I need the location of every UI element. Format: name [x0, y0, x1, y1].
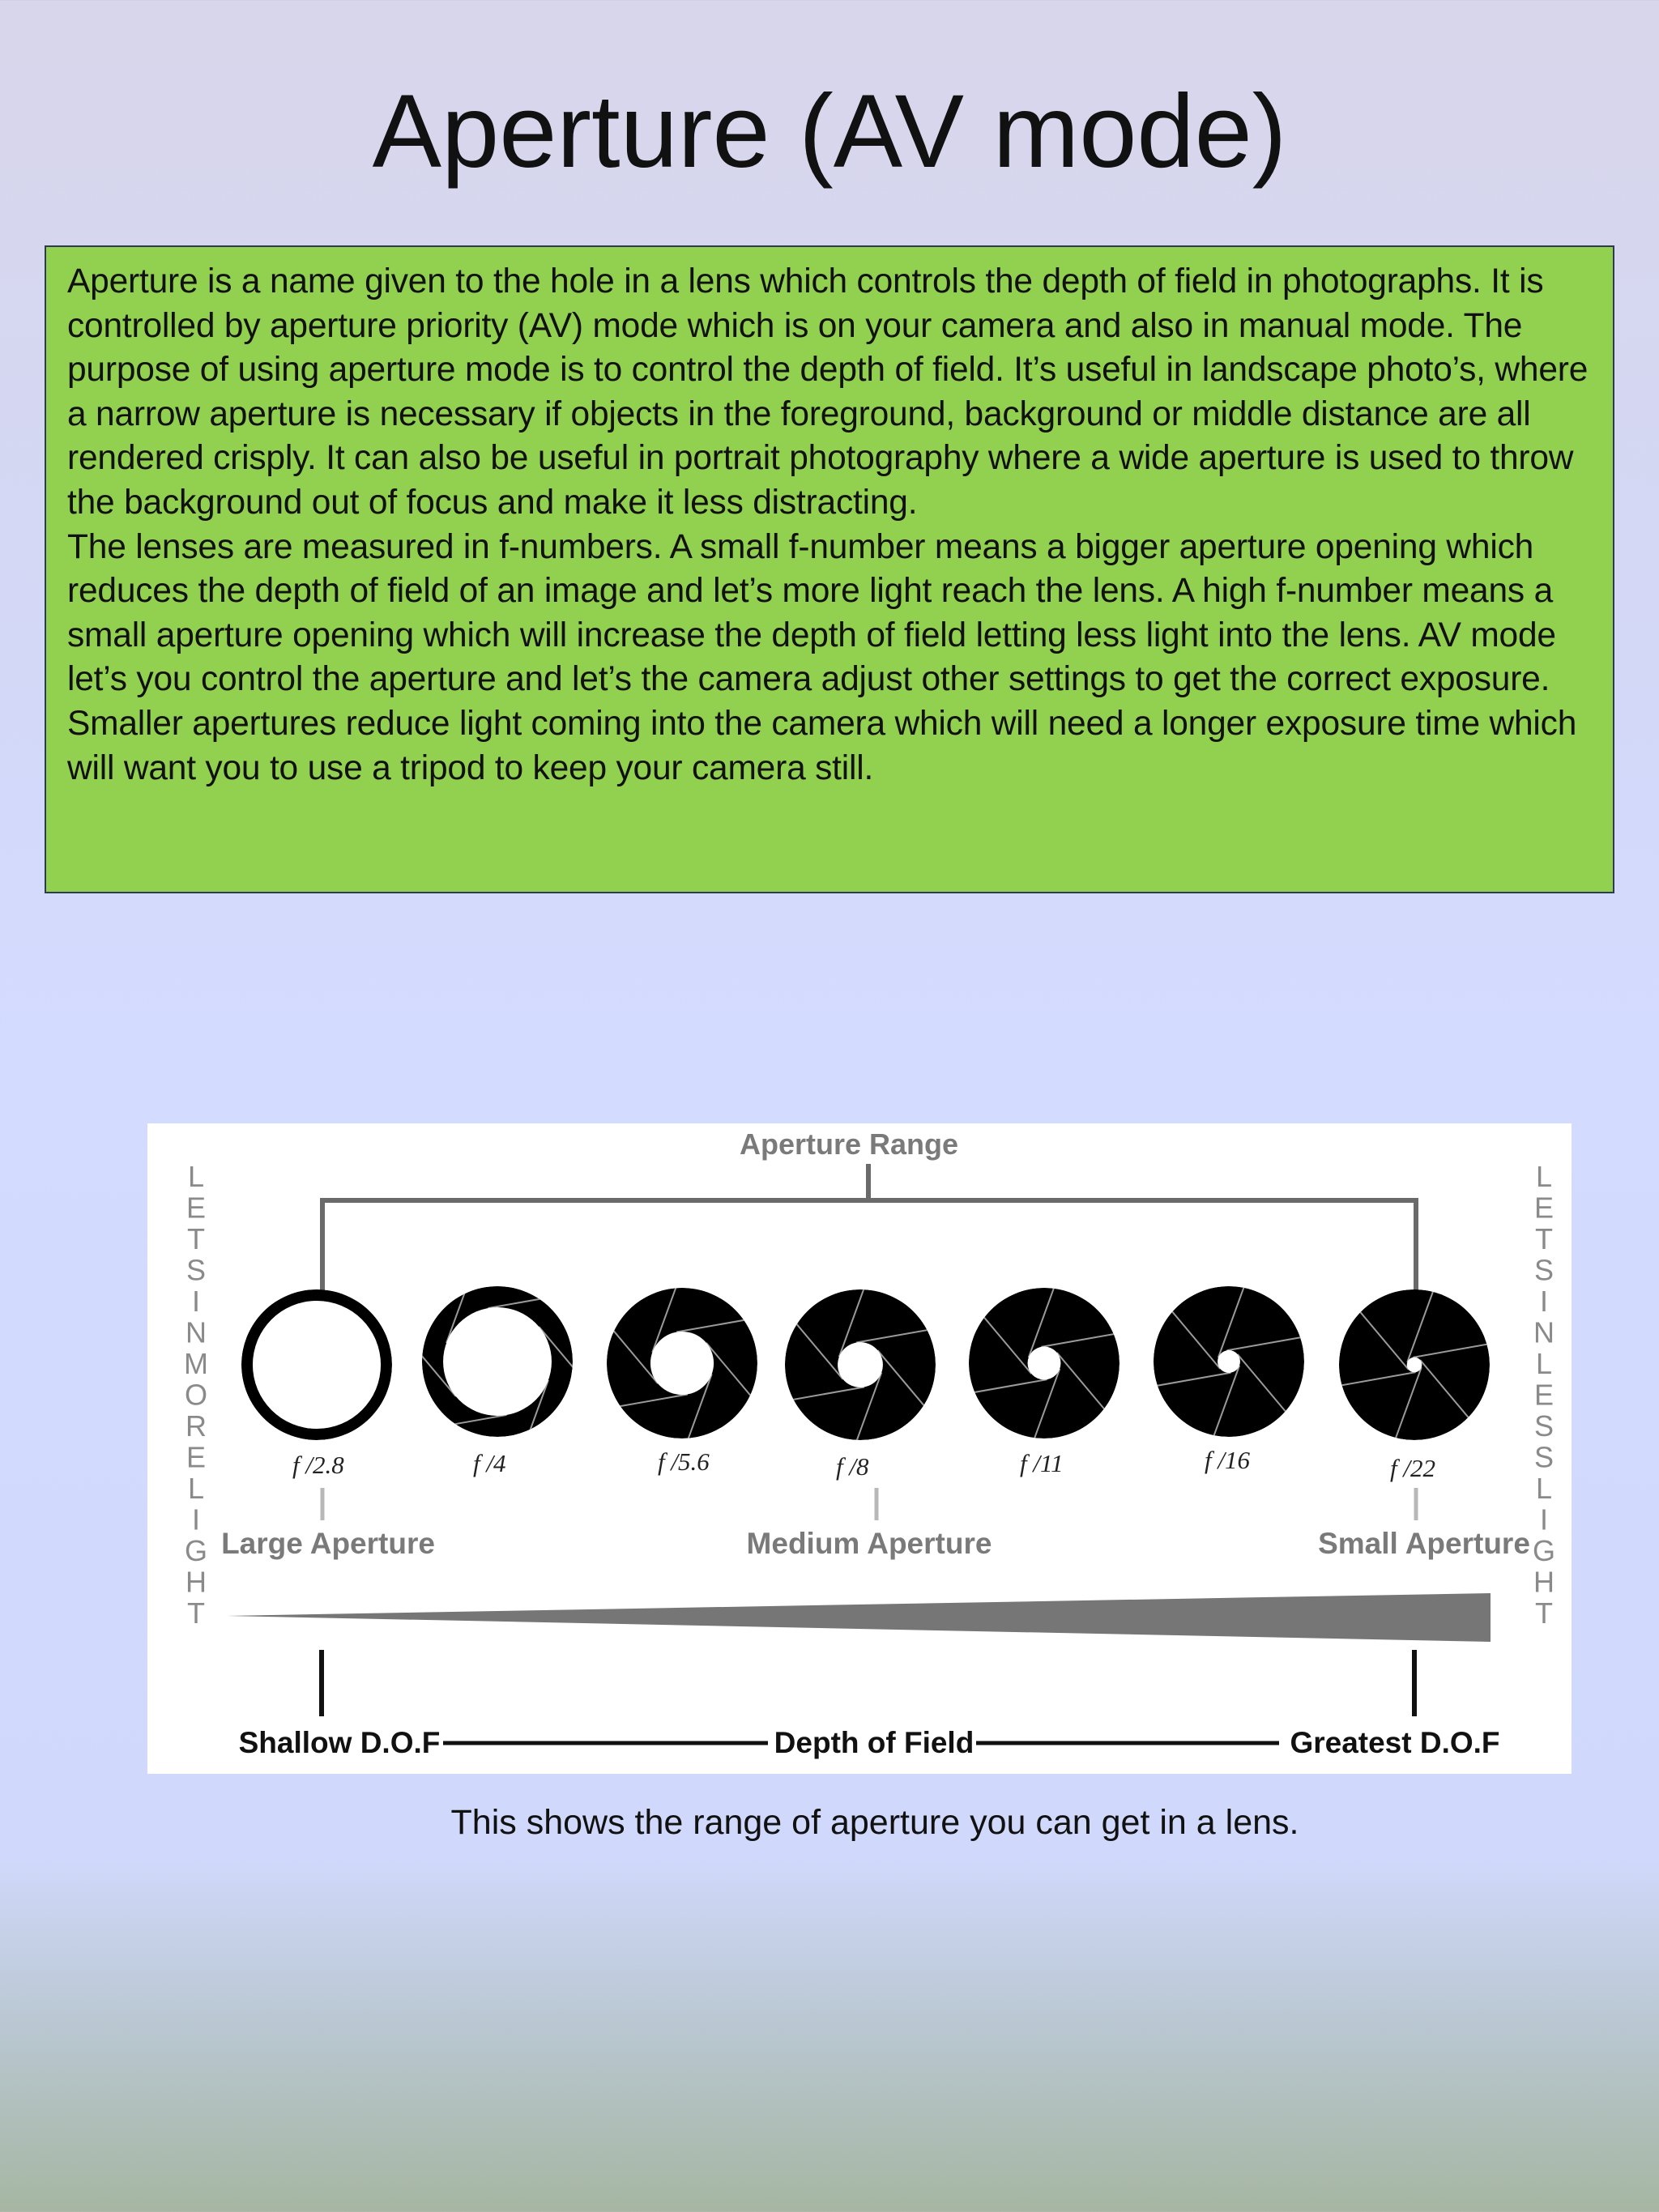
- aperture-opening: [650, 1332, 714, 1395]
- vertical-letter: G: [1532, 1534, 1556, 1567]
- vertical-letter: L: [187, 1472, 205, 1505]
- aperture-disc: [768, 1265, 953, 1464]
- aperture-disc: [950, 1265, 1137, 1460]
- vertical-letter: E: [1533, 1191, 1555, 1225]
- vertical-letter: L: [1535, 1347, 1553, 1380]
- aperture-range-bracket: [322, 1200, 1416, 1292]
- paragraph-2: The lenses are measured in f-numbers. A small f-number means a bigger aperture opening which reduces the depth of field of an image and let’s more light reach the lens. A high f-number means a small aperture opening which will increase the depth of field letting less light into the lens. AV mode let’s you control the aperture and let’s the camera adjust other settings to get the correct exposure.: [67, 527, 1556, 699]
- vertical-letter: L: [187, 1160, 205, 1193]
- vertical-letter: L: [1535, 1160, 1553, 1193]
- aperture-range-diagram: [147, 1123, 1572, 1774]
- aperture-disc: [241, 1289, 392, 1440]
- aperture-opening: [838, 1342, 883, 1387]
- large-aperture-label: Large Aperture: [221, 1527, 435, 1560]
- depth-of-field-wedge: [227, 1593, 1491, 1642]
- vertical-letter: L: [1535, 1472, 1553, 1505]
- aperture-disc: [591, 1260, 774, 1466]
- aperture-discs: [241, 1251, 1509, 1472]
- vertical-letter: T: [187, 1222, 205, 1255]
- f-number-label: f /11: [1020, 1449, 1064, 1477]
- vertical-letter: E: [186, 1191, 207, 1225]
- shallow-dof-label: Shallow D.O.F: [238, 1726, 441, 1759]
- f-number-label: f /5.6: [658, 1447, 710, 1476]
- greatest-dof-label: Greatest D.O.F: [1290, 1726, 1500, 1759]
- aperture-opening: [1407, 1357, 1422, 1373]
- aperture-opening: [443, 1307, 552, 1416]
- vertical-letter: I: [191, 1502, 201, 1536]
- small-aperture-label: Small Aperture: [1318, 1527, 1530, 1560]
- diagram-caption: This shows the range of aperture you can get in a lens.: [450, 1803, 1299, 1842]
- aperture-disc: [1134, 1266, 1323, 1458]
- vertical-letter: S: [1533, 1253, 1555, 1287]
- vertical-letter: E: [186, 1440, 207, 1474]
- vertical-letter: I: [191, 1285, 201, 1318]
- vertical-letter: O: [184, 1378, 208, 1412]
- depth-of-field-label: Depth of Field: [774, 1726, 975, 1759]
- vertical-letter: G: [184, 1534, 208, 1567]
- vertical-letter: H: [186, 1565, 207, 1599]
- paragraph-3: Smaller apertures reduce light coming into the camera which will need a longer exposure time which will want you to use a tripod to keep your camera still.: [67, 704, 1577, 787]
- vertical-letter: N: [1533, 1315, 1555, 1349]
- aperture-opening: [253, 1301, 381, 1429]
- f-number-label: f /22: [1390, 1454, 1435, 1482]
- vertical-letter: S: [1533, 1440, 1555, 1474]
- f-number-label: f /16: [1205, 1446, 1250, 1474]
- vertical-letter: I: [1539, 1502, 1549, 1536]
- aperture-range-label: Aperture Range: [739, 1127, 959, 1161]
- f-number-label: f /8: [836, 1452, 869, 1481]
- vertical-letter: T: [1535, 1596, 1553, 1630]
- vertical-letter: M: [184, 1347, 208, 1380]
- paragraph-1: Aperture is a name given to the hole in a lens which controls the depth of field in photographs. It is controlled by aperture priority (AV) mode which is on your camera and also in manual mode. The purpose of using aperture mode is to control the depth of field. It’s useful in landscape photo’s, where a narrow aperture is necessary if objects in the foreground, background or middle distance are all rendered crisply. It can also be useful in portrait photography where a wide aperture is used to throw the background out of focus and make it less distracting.: [67, 262, 1589, 522]
- vertical-letter: N: [186, 1315, 207, 1349]
- description-box: [45, 245, 1614, 893]
- page-title: Aperture (AV mode): [372, 74, 1287, 190]
- f-number-label: f /4: [473, 1449, 506, 1477]
- vertical-letter: R: [186, 1409, 207, 1443]
- aperture-disc: [393, 1251, 602, 1472]
- lets-in-less-light-label: [1533, 1160, 1555, 1630]
- lets-in-more-light-label: [184, 1160, 208, 1630]
- f-number-label: f /2.8: [292, 1451, 344, 1479]
- vertical-letter: I: [1539, 1285, 1549, 1318]
- vertical-letter: E: [1533, 1378, 1555, 1412]
- vertical-letter: T: [187, 1596, 205, 1630]
- aperture-opening: [1218, 1350, 1240, 1373]
- medium-aperture-label: Medium Aperture: [746, 1527, 992, 1560]
- vertical-letter: H: [1533, 1565, 1555, 1599]
- vertical-letter: T: [1535, 1222, 1553, 1255]
- vertical-letter: S: [1533, 1409, 1555, 1443]
- vertical-letter: S: [186, 1253, 207, 1287]
- aperture-diagram-svg: [147, 1123, 1572, 1774]
- aperture-opening: [1028, 1347, 1061, 1380]
- aperture-disc: [1320, 1270, 1510, 1460]
